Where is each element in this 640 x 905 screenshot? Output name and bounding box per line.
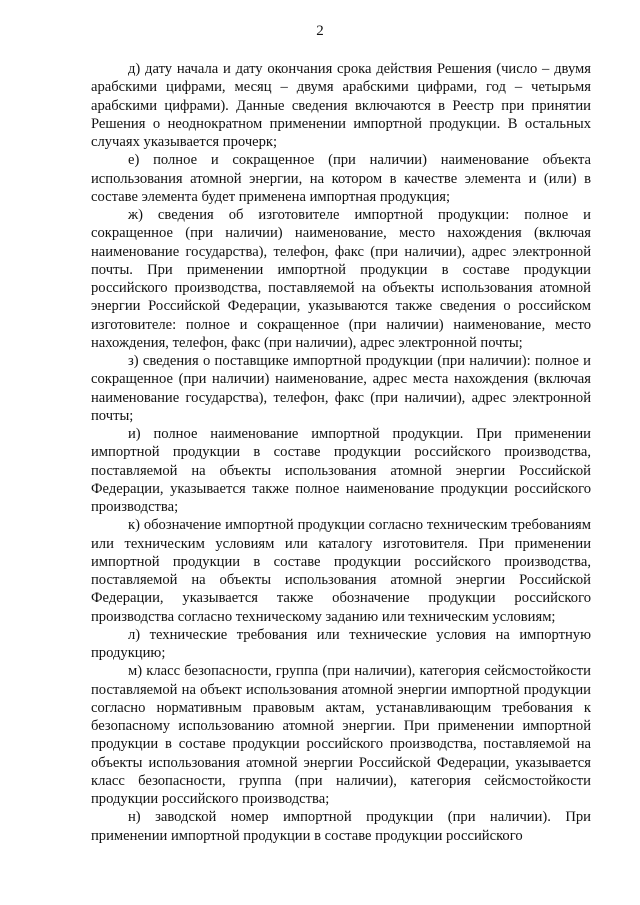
page-number: 2 xyxy=(316,23,324,39)
paragraph-k: к) обозначение импортной продукции согласно техническим требованиям или техническим условиям или каталогу изготовителя. При применении импортной продукции в составе продукции российского производства, поставляемой на объекты использования атомной энергии Российской Федерации, указывается также обозначение продукции российского производства согласно техническому заданию или техническим условиям; xyxy=(91,517,591,625)
paragraph-l: л) технические требования или технические условия на импортную продукцию; xyxy=(91,626,591,661)
document-body xyxy=(91,60,591,845)
paragraph-z: з) сведения о поставщике импортной продукции (при наличии): полное и сокращенное (при наличии) наименование, адрес места нахождения (включая наименование государства), телефон, факс (при наличии), адрес электронной почты; xyxy=(91,353,591,424)
paragraph-d: д) дату начала и дату окончания срока действия Решения (число – двумя арабскими цифрами, месяц – двумя арабскими цифрами, год – четырьмя арабскими цифрами). Данные сведения включаются в Реестр при принятии Решения о неоднократном применении импортной продукции. В остальных случаях указывается прочерк; xyxy=(91,61,591,150)
paragraph-e: е) полное и сокращенное (при наличии) наименование объекта использования атомной энергии, на котором в качестве элемента и (или) в составе элемента будет применена импортная продукция; xyxy=(91,152,591,205)
paragraph-m: м) класс безопасности, группа (при наличии), категория сейсмостойкости поставляемой на объект использования атомной энергии импортной продукции согласно нормативным правовым актам, устанавливающим требования к безопасному использованию атомной энергии. При применении импортной продукции в составе продукции российского производства, поставляемой на объекты использования атомной энергии Российской Федерации, указывается класс безопасности, группа (при наличии), категория сейсмостойкости продукции российского производства; xyxy=(91,663,591,807)
paragraph-n: н) заводской номер импортной продукции (при наличии). При применении импортной продукции в составе продукции российского xyxy=(91,809,591,844)
paragraph-i: и) полное наименование импортной продукции. При применении импортной продукции в составе продукции российского производства, поставляемой на объекты использования атомной энергии Российской Федерации, указывается также полное наименование продукции российского производства; xyxy=(91,426,591,515)
paragraph-zh: ж) сведения об изготовителе импортной продукции: полное и сокращенное (при наличии) наименование, место нахождения (включая наименование государства), телефон, факс (при наличии), адрес электронной почты. При применении импортной продукции в составе продукции российского производства, поставляемой на объекты использования атомной энергии Российской Федерации, указываются также сведения о российском изготовителе: полное и сокращенное (при наличии) наименование, место нахождения, телефон, факс (при наличии), адрес электронной почты; xyxy=(91,207,591,351)
